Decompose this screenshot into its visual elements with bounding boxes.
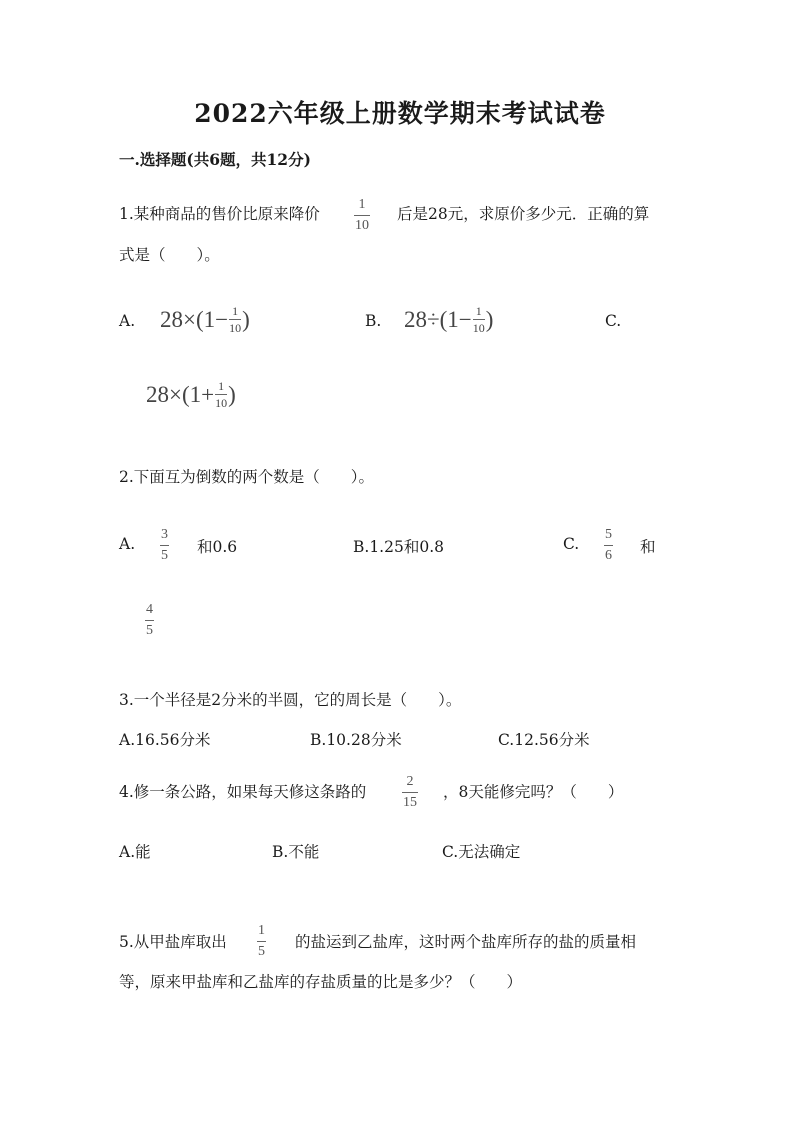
question-1-option-c-label: C. (605, 312, 622, 330)
question-4-text-part2: ，8天能修完吗？（ ） (443, 783, 624, 801)
fraction-denominator: 5 (258, 944, 265, 959)
question-1-fraction (354, 198, 370, 233)
fraction-numerator: 3 (161, 527, 168, 542)
question-3-option-a: A.16.56分米 (119, 731, 211, 749)
question-1-text-part2: 后是28元，求原价多少元．正确的算 (397, 205, 650, 223)
fraction-bar (604, 545, 613, 546)
question-4-text-part1: 4.修一条公路，如果每天修这条路的 (119, 783, 367, 801)
section-heading: 一.选择题(共6题，共12分) (119, 150, 311, 169)
question-1-option-b-label: B. (365, 312, 382, 330)
question-1-option-b-expression (404, 305, 493, 334)
expression-suffix: ) (242, 306, 250, 332)
question-4-option-a: A.能 (119, 843, 151, 861)
question-5-text-line2: 等，原来甲盐库和乙盐库的存盐质量的比是多少？（ ） (119, 973, 523, 991)
fraction-denominator: 10 (472, 321, 485, 335)
fraction-numerator: 5 (605, 527, 612, 542)
fraction-bar (229, 319, 241, 320)
question-5-text-part2: 的盐运到乙盐库，这时两个盐库所存的盐的质量相 (295, 933, 637, 951)
question-3-option-b: B.10.28分米 (310, 731, 402, 749)
expression-prefix: 28×(1+ (146, 381, 215, 407)
fraction-numerator: 1 (475, 304, 482, 318)
question-1-option-a-label: A. (119, 312, 136, 330)
question-1-option-a-expression (160, 305, 250, 334)
question-4-option-b: B.不能 (272, 843, 320, 861)
fraction-bar (145, 620, 154, 621)
question-2-option-c-fraction (604, 528, 613, 563)
fraction-bar (160, 545, 169, 546)
fraction-denominator: 6 (605, 548, 612, 563)
fraction-numerator: 1 (258, 923, 265, 938)
question-3-option-c: C.12.56分米 (498, 731, 590, 749)
question-2-option-c-label: C. (563, 535, 580, 553)
question-5-fraction (257, 924, 266, 959)
fraction-denominator: 5 (161, 548, 168, 563)
fraction-numerator: 4 (146, 602, 153, 617)
question-5-text-part1: 5.从甲盐库取出 (119, 933, 227, 951)
fraction-bar (402, 792, 418, 793)
question-2-option-a-text: 和0.6 (197, 538, 238, 556)
fraction-numerator: 1 (218, 379, 225, 393)
question-1-text-part1: 1.某种商品的售价比原来降价 (119, 205, 320, 223)
expression-fraction (473, 305, 485, 334)
expression-prefix: 28÷(1− (404, 306, 472, 332)
fraction-bar (257, 941, 266, 942)
fraction-numerator: 1 (232, 304, 239, 318)
question-2-option-b: B.1.25和0.8 (353, 538, 444, 556)
fraction-numerator: 1 (358, 197, 366, 212)
fraction-denominator: 15 (403, 795, 417, 810)
page-title: 2022六年级上册数学期末考试试卷 (194, 99, 606, 128)
fraction-numerator: 2 (406, 774, 414, 789)
expression-fraction (215, 380, 227, 409)
question-1-text-line2: 式是（ ）。 (119, 246, 220, 264)
fraction-bar (215, 394, 227, 395)
expression-suffix: ) (485, 306, 494, 332)
question-2-option-a-fraction (160, 528, 169, 563)
question-2-option-c-fraction-2 (145, 603, 154, 638)
question-4-fraction (402, 775, 418, 810)
question-3-text: 3.一个半径是2分米的半圆，它的周长是（ ）。 (119, 691, 462, 709)
question-2-option-c-text: 和 (640, 538, 656, 556)
question-1-option-c-expression (146, 380, 236, 409)
question-2-text: 2.下面互为倒数的两个数是（ ）。 (119, 468, 375, 486)
question-4-option-c: C.无法确定 (442, 843, 521, 861)
expression-fraction (229, 305, 241, 334)
fraction-denominator: 10 (355, 218, 369, 233)
fraction-denominator: 5 (146, 623, 153, 638)
fraction-bar (473, 319, 485, 320)
expression-suffix: ) (228, 381, 236, 407)
fraction-bar (354, 215, 370, 216)
fraction-denominator: 10 (229, 321, 242, 335)
expression-prefix: 28×(1− (160, 306, 229, 332)
question-2-option-a-label: A. (119, 535, 136, 553)
fraction-denominator: 10 (215, 396, 228, 410)
